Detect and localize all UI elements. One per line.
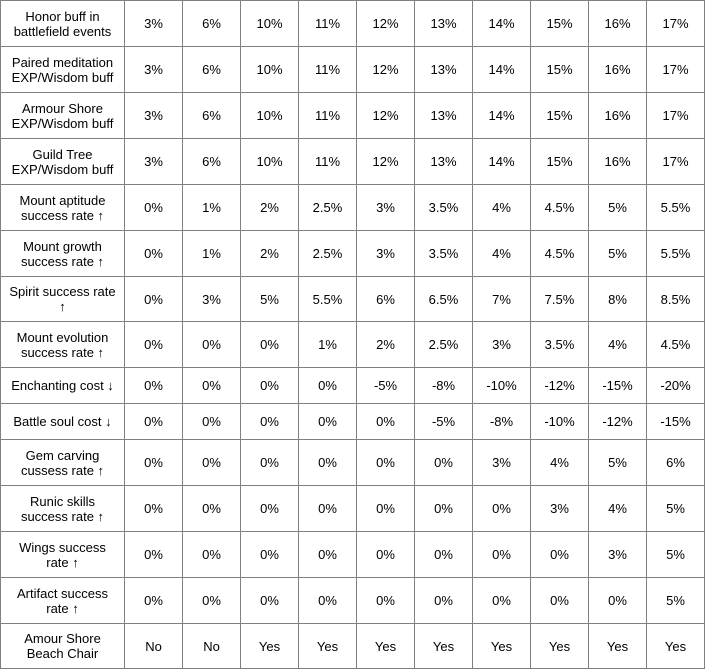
table-cell: 8%: [589, 277, 647, 322]
table-cell: -10%: [531, 404, 589, 440]
table-cell: 4.5%: [531, 231, 589, 277]
row-label: [1, 322, 125, 368]
table-cell: 13%: [415, 93, 473, 139]
table-cell: 11%: [299, 47, 357, 93]
table-cell: 3%: [357, 231, 415, 277]
table-cell: 0%: [299, 532, 357, 578]
table-cell: 0%: [241, 486, 299, 532]
row-label-line: Gem carving: [25, 447, 100, 463]
table-cell: 0%: [183, 440, 241, 486]
table-cell: 0%: [531, 578, 589, 624]
table-cell: 0%: [125, 404, 183, 440]
row-label-line: battlefield events: [13, 23, 112, 39]
table-cell: 0%: [241, 440, 299, 486]
table-cell: 5%: [589, 231, 647, 277]
table-cell: 10%: [241, 1, 299, 47]
table-cell: 0%: [589, 578, 647, 624]
table-cell: 17%: [647, 93, 705, 139]
table-cell: 3%: [473, 322, 531, 368]
table-cell: 6%: [183, 47, 241, 93]
table-cell: 15%: [531, 93, 589, 139]
table-cell: 0%: [241, 368, 299, 404]
table-cell: 12%: [357, 1, 415, 47]
table-cell: 3%: [357, 185, 415, 231]
table-cell: 5%: [647, 578, 705, 624]
table-cell: 5%: [589, 440, 647, 486]
row-label: [1, 93, 125, 139]
row-label-line: Beach Chair: [26, 646, 99, 661]
table-cell: 0%: [531, 532, 589, 578]
table-row: [1, 322, 705, 368]
row-label: [1, 578, 125, 624]
table-cell: 4%: [473, 185, 531, 231]
table-cell: 0%: [415, 486, 473, 532]
table-cell: 2%: [241, 231, 299, 277]
table-cell: 15%: [531, 139, 589, 185]
table-cell: 0%: [299, 440, 357, 486]
row-label-line: success rate ↑: [20, 253, 105, 269]
table-cell: 16%: [589, 1, 647, 47]
table-row: [1, 440, 705, 486]
table-cell: -5%: [357, 368, 415, 404]
table-cell: 13%: [415, 139, 473, 185]
table-cell: 0%: [125, 486, 183, 532]
table-cell: 14%: [473, 47, 531, 93]
row-label-line: success rate ↑: [20, 344, 105, 360]
table-cell: 0%: [125, 185, 183, 231]
table-cell: 0%: [125, 277, 183, 322]
table-cell: Yes: [357, 624, 415, 669]
table-cell: -15%: [647, 404, 705, 440]
row-label-line: Spirit success rate: [9, 284, 116, 299]
table-cell: 13%: [415, 47, 473, 93]
table-cell: 0%: [415, 532, 473, 578]
table-cell: 14%: [473, 1, 531, 47]
table-cell: 0%: [299, 404, 357, 440]
table-cell: 3%: [125, 1, 183, 47]
table-cell: 0%: [183, 532, 241, 578]
table-cell: 2.5%: [299, 231, 357, 277]
table-cell: 5.5%: [647, 231, 705, 277]
table-cell: 0%: [125, 368, 183, 404]
row-label-line: rate ↑: [46, 600, 79, 616]
table-cell: 3%: [125, 139, 183, 185]
row-label: [1, 440, 125, 486]
table-cell: 10%: [241, 139, 299, 185]
table-cell: 3%: [183, 277, 241, 322]
row-label: [1, 47, 125, 93]
row-label-line: rate ↑: [46, 554, 79, 570]
table-cell: 11%: [299, 93, 357, 139]
row-label-line: Guild Tree: [32, 146, 93, 162]
table-cell: 1%: [183, 185, 241, 231]
table-cell: 4%: [589, 322, 647, 368]
table-cell: 4%: [531, 440, 589, 486]
table-cell: Yes: [473, 624, 531, 669]
table-cell: 0%: [125, 322, 183, 368]
table-cell: 0%: [125, 532, 183, 578]
table-cell: Yes: [241, 624, 299, 669]
table-cell: 2.5%: [415, 322, 473, 368]
table-cell: 0%: [357, 440, 415, 486]
table-cell: 6.5%: [415, 277, 473, 322]
row-label: [1, 1, 125, 47]
row-label: [1, 139, 125, 185]
table-cell: 13%: [415, 1, 473, 47]
row-label-line: Mount growth: [23, 238, 102, 254]
row-label-line: cussess rate ↑: [20, 462, 105, 478]
table-cell: 17%: [647, 139, 705, 185]
table-row: [1, 277, 705, 322]
table-cell: 0%: [357, 486, 415, 532]
table-cell: 5%: [589, 185, 647, 231]
row-label-line: Enchanting cost ↓: [11, 378, 114, 393]
table-cell: 17%: [647, 47, 705, 93]
table-cell: 16%: [589, 93, 647, 139]
table-row: [1, 231, 705, 277]
table-cell: 0%: [183, 486, 241, 532]
table-cell: 12%: [357, 93, 415, 139]
table-cell: 3%: [125, 47, 183, 93]
table-cell: 0%: [241, 322, 299, 368]
table-cell: 5.5%: [299, 277, 357, 322]
table-cell: 15%: [531, 47, 589, 93]
table-cell: 0%: [299, 368, 357, 404]
table-cell: 0%: [473, 578, 531, 624]
table-cell: 0%: [125, 578, 183, 624]
table-cell: 0%: [183, 578, 241, 624]
row-label: [1, 486, 125, 532]
table-cell: 14%: [473, 93, 531, 139]
row-label-line: EXP/Wisdom buff: [11, 115, 114, 131]
table-cell: 0%: [357, 532, 415, 578]
row-label-line: Battle soul cost ↓: [13, 414, 112, 429]
table-row: [1, 139, 705, 185]
table-cell: 7%: [473, 277, 531, 322]
table-cell: 3%: [589, 532, 647, 578]
row-label-line: Artifact success: [16, 585, 109, 601]
table-cell: -20%: [647, 368, 705, 404]
table-cell: 0%: [473, 532, 531, 578]
row-label-line: Amour Shore: [24, 631, 101, 646]
table-row: [1, 1, 705, 47]
table-cell: 0%: [183, 404, 241, 440]
row-label-line: Wings success: [19, 539, 106, 555]
table-cell: 5%: [647, 486, 705, 532]
table-cell: 15%: [531, 1, 589, 47]
table-cell: -12%: [589, 404, 647, 440]
table-cell: 4.5%: [647, 322, 705, 368]
table-cell: 4%: [473, 231, 531, 277]
table-cell: 14%: [473, 139, 531, 185]
table-cell: 5.5%: [647, 185, 705, 231]
table-cell: 3.5%: [415, 231, 473, 277]
row-label-line: Paired meditation: [11, 54, 114, 70]
table-row: [1, 368, 705, 404]
table-cell: 3%: [531, 486, 589, 532]
table-cell: 3.5%: [415, 185, 473, 231]
row-label-line: Mount aptitude: [19, 192, 106, 208]
table-cell: -15%: [589, 368, 647, 404]
row-label: [1, 404, 125, 440]
table-cell: -5%: [415, 404, 473, 440]
table-cell: 7.5%: [531, 277, 589, 322]
table-cell: No: [183, 624, 241, 669]
table-cell: 12%: [357, 139, 415, 185]
table-cell: -8%: [415, 368, 473, 404]
table-cell: 6%: [183, 1, 241, 47]
table-cell: 0%: [415, 440, 473, 486]
table-cell: 5%: [647, 532, 705, 578]
table-cell: 11%: [299, 139, 357, 185]
table-cell: 17%: [647, 1, 705, 47]
table-cell: 16%: [589, 47, 647, 93]
table-cell: 0%: [415, 578, 473, 624]
table-row: [1, 578, 705, 624]
table-cell: 6%: [183, 139, 241, 185]
table-cell: No: [125, 624, 183, 669]
table-cell: 0%: [183, 368, 241, 404]
row-label-line: Honor buff in: [25, 8, 100, 24]
table-cell: 11%: [299, 1, 357, 47]
table-cell: 10%: [241, 93, 299, 139]
row-label-line: ↑: [59, 299, 66, 314]
table-cell: 0%: [241, 404, 299, 440]
table-row: [1, 185, 705, 231]
table-row: [1, 93, 705, 139]
table-cell: -12%: [531, 368, 589, 404]
table-cell: 2%: [357, 322, 415, 368]
table-cell: Yes: [299, 624, 357, 669]
table-cell: 6%: [357, 277, 415, 322]
row-label-line: Runic skills: [29, 493, 95, 509]
table-cell: Yes: [647, 624, 705, 669]
table-cell: 6%: [183, 93, 241, 139]
table-row: [1, 532, 705, 578]
table-cell: 16%: [589, 139, 647, 185]
table-cell: 0%: [299, 486, 357, 532]
row-label: [1, 368, 125, 404]
table-cell: 0%: [357, 404, 415, 440]
table-row: [1, 486, 705, 532]
table-cell: 0%: [473, 486, 531, 532]
table-cell: Yes: [589, 624, 647, 669]
table-cell: 6%: [647, 440, 705, 486]
table-cell: 0%: [125, 440, 183, 486]
table-cell: 8.5%: [647, 277, 705, 322]
table-cell: 10%: [241, 47, 299, 93]
table-row: [1, 404, 705, 440]
row-label-line: EXP/Wisdom buff: [11, 161, 114, 177]
buff-table-body: [1, 1, 705, 669]
table-cell: 0%: [357, 578, 415, 624]
row-label-line: success rate ↑: [20, 508, 105, 524]
table-cell: 2%: [241, 185, 299, 231]
row-label: [1, 231, 125, 277]
row-label: [1, 532, 125, 578]
table-cell: 1%: [299, 322, 357, 368]
row-label-line: success rate ↑: [20, 207, 105, 223]
table-cell: 3%: [125, 93, 183, 139]
row-label-line: Mount evolution: [16, 329, 109, 345]
table-cell: 0%: [183, 322, 241, 368]
row-label-line: EXP/Wisdom buff: [11, 69, 114, 85]
table-cell: -10%: [473, 368, 531, 404]
table-cell: -8%: [473, 404, 531, 440]
table-row: [1, 47, 705, 93]
table-cell: 0%: [241, 532, 299, 578]
table-cell: Yes: [415, 624, 473, 669]
table-cell: 12%: [357, 47, 415, 93]
table-cell: 2.5%: [299, 185, 357, 231]
table-cell: 3.5%: [531, 322, 589, 368]
table-cell: 5%: [241, 277, 299, 322]
table-cell: 1%: [183, 231, 241, 277]
table-cell: 4%: [589, 486, 647, 532]
table-cell: Yes: [531, 624, 589, 669]
row-label: [1, 277, 125, 322]
row-label-line: Armour Shore: [22, 100, 103, 116]
table-cell: 0%: [299, 578, 357, 624]
table-cell: 4.5%: [531, 185, 589, 231]
table-cell: 0%: [125, 231, 183, 277]
table-cell: 0%: [241, 578, 299, 624]
row-label: [1, 185, 125, 231]
table-cell: 3%: [473, 440, 531, 486]
